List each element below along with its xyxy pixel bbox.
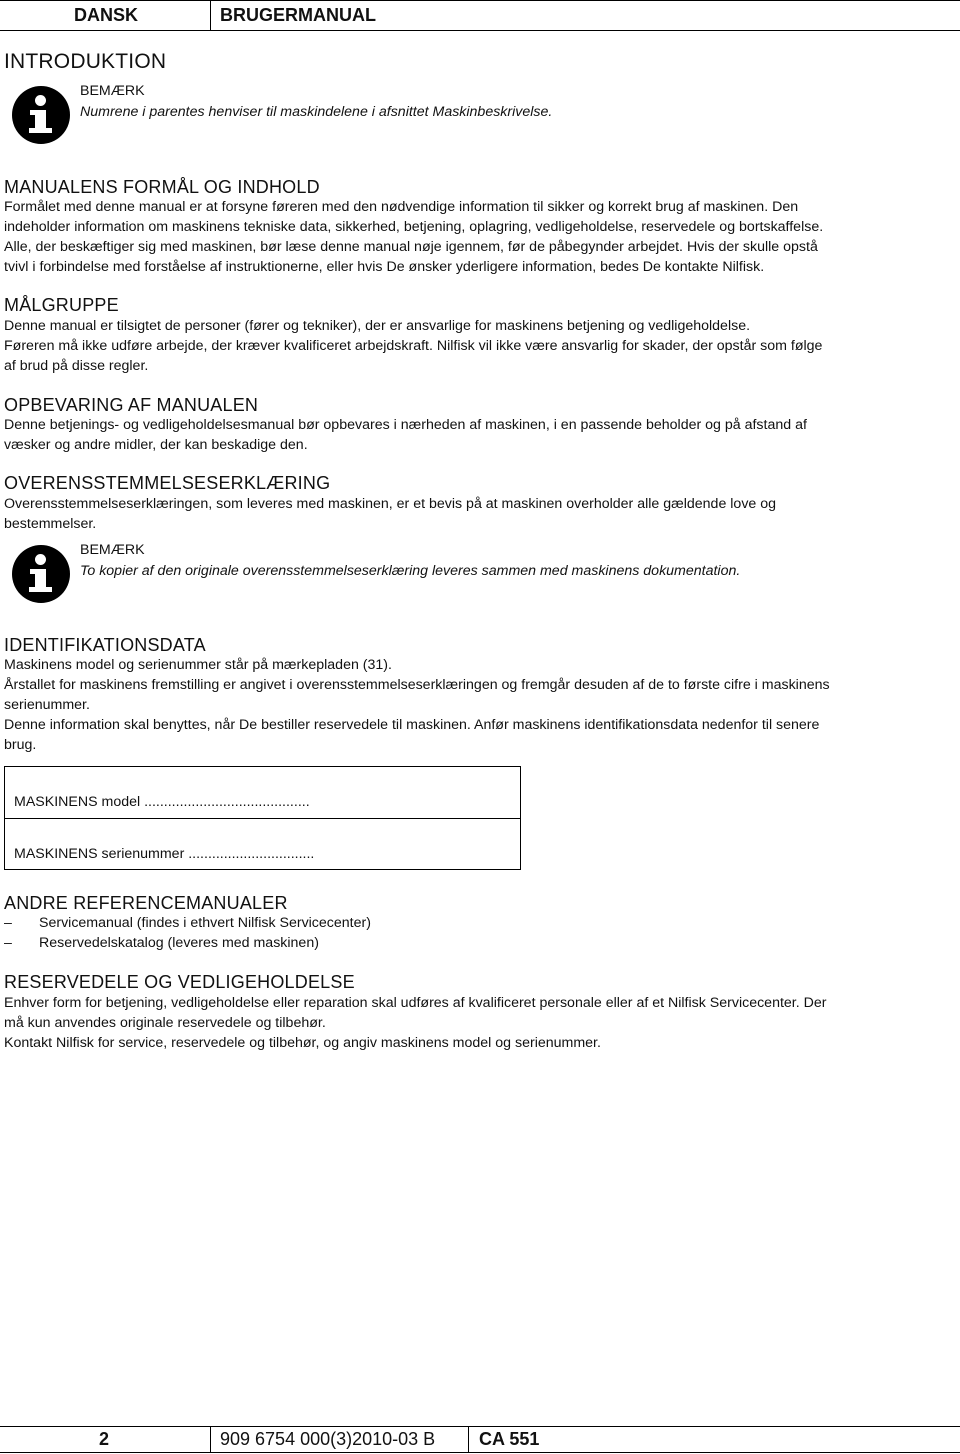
doc-code: 909 6754 000(3)2010-03 B [220,1429,436,1449]
purpose-line-1: Formålet med denne manual er at forsyne føreren med den nødvendige information til sikker og korrekt brug af maskinen. Den [4,199,799,215]
target-heading: MÅLGRUPPE [4,295,119,315]
model-field: MASKINENS model .......................................... [14,794,310,810]
target-line-2: Føreren må ikke udføre arbejde, der kræver kvalificeret arbejdskraft. Nilfisk vil ikke være ansvarlig for skader, der opstår som følge [4,338,823,354]
footer-bottom-rule [0,1452,960,1453]
header-top-rule [0,0,960,1]
list-item: Servicemanual (findes i ethvert Nilfisk Servicecenter) [39,915,371,931]
page-number: 2 [99,1429,110,1449]
identification-line-5: brug. [4,737,37,753]
conformity-line-1: Overensstemmelseserklæringen, som leveres med maskinen, er et bevis på at maskinen overholder alle gældende love og [4,496,777,512]
header-language: DANSK [74,5,139,25]
model-code: CA 551 [479,1429,540,1449]
identification-line-2: Årstallet for maskinens fremstilling er angivet i overensstemmelseserklæringen og fremgår desuden af de to første cifre i maskinens [4,677,830,693]
intro-note-text: Numrene i parentes henviser til maskindelene i afsnittet Maskinbeskrivelse. [80,104,553,120]
target-line-3: af brud på disse regler. [4,358,149,374]
intro-heading: INTRODUKTION [4,50,167,73]
info-icon [12,86,70,144]
target-line-1: Denne manual er tilsigtet de personer (fører og tekniker), der er ansvarlige for maskinens betjening og vedligeholdelse. [4,318,751,334]
storage-heading: OPBEVARING AF MANUALEN [4,395,259,415]
identification-line-4: Denne information skal benyttes, når De bestiller reservedele til maskinen. Anfør maskinens identifikationsdata nedenfor til senere [4,717,820,733]
info-icon [12,545,70,603]
purpose-line-3: Alle, der beskæftiger sig med maskinen, bør læse denne manual nøje igennem, før de påbegynder arbejdet. Hvis der skulle opstå [4,239,818,255]
serial-field: MASKINENS serienummer ................................ [14,846,315,862]
identification-line-3: serienummer. [4,697,90,713]
spare-parts-line-2: må kun anvendes originale reservedele og tilbehør. [4,1015,326,1031]
spare-parts-heading: RESERVEDELE OG VEDLIGEHOLDELSE [4,972,355,992]
conformity-heading: OVERENSSTEMMELSESERKLÆRING [4,473,331,493]
footer-top-rule [0,1426,960,1427]
identification-heading: IDENTIFIKATIONSDATA [4,635,206,655]
purpose-line-2: indeholder information om maskinens tekniske data, sikkerhed, betjening, oplagring, vedligeholdelse, reservedele og bortskaffelse. [4,219,824,235]
conformity-note-label: BEMÆRK [80,542,145,558]
header-bottom-rule [0,30,960,31]
header-divider [210,0,211,31]
list-bullet: – [4,915,12,931]
intro-note-label: BEMÆRK [80,83,145,99]
storage-line-2: væsker og andre midler, der kan beskadige den. [4,437,308,453]
footer-divider [210,1426,211,1453]
header-doc-type: BRUGERMANUAL [220,5,376,25]
purpose-heading: MANUALENS FORMÅL OG INDHOLD [4,177,320,197]
conformity-line-2: bestemmelser. [4,516,97,532]
list-bullet: – [4,935,12,951]
purpose-line-4: tvivl i forbindelse med forståelse af instruktionerne, eller hvis De ønsker yderligere information, bedes De kontakte Nilfisk. [4,259,765,275]
other-manuals-heading: ANDRE REFERENCEMANUALER [4,893,288,913]
conformity-note-text: To kopier af den originale overensstemmelseserklæring leveres sammen med maskinens dokumentation. [80,563,741,579]
serial-field-box [4,818,521,870]
identification-line-1: Maskinens model og serienummer står på mærkepladen (31). [4,657,392,673]
spare-parts-line-3: Kontakt Nilfisk for service, reservedele og tilbehør, og angiv maskinens model og serienummer. [4,1035,601,1051]
model-field-box [4,766,521,820]
footer-divider [468,1426,469,1453]
list-item: Reservedelskatalog (leveres med maskinen) [39,935,319,951]
spare-parts-line-1: Enhver form for betjening, vedligeholdelse eller reparation skal udføres af kvalificeret personale eller af et Nilfisk Servicecenter. Der [4,995,827,1011]
storage-line-1: Denne betjenings- og vedligeholdelsesmanual bør opbevares i nærheden af maskinen, i en passende beholder og på afstand af [4,417,807,433]
